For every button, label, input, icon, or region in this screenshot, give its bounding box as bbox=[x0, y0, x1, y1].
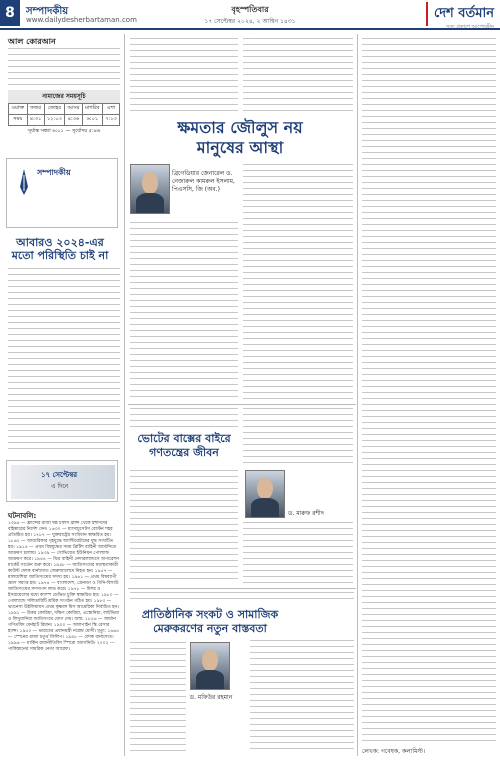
prayer-cell: ৪:৩৬ bbox=[65, 115, 82, 126]
prayer-header: মাগরিব bbox=[82, 104, 102, 115]
issue-date: ১৭ সেপ্টেম্বর ২০২৪, ২ আশ্বিন ১৪৩১ bbox=[204, 18, 296, 25]
article3-headline bbox=[130, 608, 290, 636]
article1-body-col2 bbox=[243, 164, 353, 400]
prayer-header: ফজর bbox=[27, 104, 44, 115]
editorial-banner bbox=[6, 158, 118, 228]
article3-body-col2 bbox=[250, 640, 354, 754]
article2-body-col2b bbox=[243, 522, 353, 584]
article1-headline-line: মানুষের আস্থা bbox=[196, 138, 284, 157]
prayer-header: ওয়াক্ত bbox=[9, 104, 28, 115]
on-this-day-title: ১৭ সেপ্টেম্বর bbox=[41, 471, 78, 479]
article3-headline-line: প্রাতিষ্ঠানিক সংকট ও সামাজিক bbox=[141, 608, 279, 621]
masthead-tagline: সত্য প্রকাশে আপোষহীন bbox=[446, 24, 494, 30]
article2-body-col1 bbox=[130, 470, 238, 582]
sun-times: সূর্যাস্ত সন্ধ্যা ৬:০১ — সূর্যোদয় ৫:৪৬ bbox=[27, 128, 101, 134]
prayer-table bbox=[8, 103, 120, 126]
masthead-logo: দেশ বর্তমান bbox=[426, 2, 500, 26]
prayer-header: জোহর bbox=[44, 104, 65, 115]
issue-day: বৃহস্পতিবার bbox=[231, 5, 269, 14]
article2-body-col2 bbox=[243, 408, 353, 466]
article1-body-top2 bbox=[243, 38, 353, 114]
section-divider bbox=[128, 588, 356, 589]
page-header bbox=[0, 0, 500, 30]
article3-headline-line: মেরুকরণের নতুন বাস্তবতা bbox=[153, 621, 267, 635]
prayer-cell: ৪:৩১ bbox=[27, 115, 44, 126]
article2-headline-line: ভোটের বাক্সের বাইরে bbox=[137, 432, 231, 445]
article1-author-caption: ব্রিগেডিয়ার জেনারেল ড. নেজারুল কামরুল ইসলাম, পিএসসি, জি (অব.) bbox=[172, 170, 235, 193]
article2-headline bbox=[130, 432, 238, 460]
author-photo bbox=[245, 470, 285, 518]
editorial-body bbox=[8, 268, 120, 454]
column-divider bbox=[124, 34, 125, 756]
article1-body-top bbox=[130, 38, 238, 114]
article1-body-col1 bbox=[130, 222, 238, 400]
editorial-headline-text: আবারও ২০২৪-এর মতো পরিস্থিতি চাই না bbox=[11, 236, 109, 263]
on-this-day-banner bbox=[6, 460, 118, 502]
page-number: 8 bbox=[0, 0, 20, 26]
article2-author-caption: ড. মারুফ রশীদ bbox=[288, 510, 324, 517]
author-photo bbox=[130, 164, 170, 214]
article2-headline-line: গণতন্ত্রের জীবন bbox=[149, 445, 219, 459]
prayer-cell: সময় bbox=[9, 115, 28, 126]
column-divider bbox=[357, 34, 358, 756]
article3-body-top bbox=[130, 592, 354, 604]
editorial-label: সম্পাদকীয় bbox=[37, 168, 71, 177]
footer-note: লেখক: গবেষক, কলামিস্ট। bbox=[362, 748, 426, 755]
quran-text bbox=[8, 48, 120, 86]
website-link[interactable]: www.dailydesherbartaman.com bbox=[26, 16, 137, 24]
prayer-cell: ৭:১৩ bbox=[103, 115, 120, 126]
right-column-body bbox=[362, 38, 496, 742]
author-photo bbox=[190, 642, 230, 690]
prayer-times bbox=[8, 90, 120, 136]
history-heading: ঘটনাবলি: bbox=[8, 512, 37, 520]
quran-heading: আল কোরআন bbox=[8, 37, 56, 46]
section-divider bbox=[128, 404, 356, 405]
editorial-headline bbox=[8, 236, 112, 262]
prayer-header: এশা bbox=[103, 104, 120, 115]
history-list: ১৩৯৪ — ফ্রান্সের রাজা ষষ্ঠ চার্লস ফ্রান্স থেকে ইহুদিদের বহিষ্কারের নির্দেশ দেন। ১৬৩০ — ম্যাসাচুসেটস বোস্টন শহর প্রতিষ্ঠিত হয়। ১৭৮৭ — যুক্তরাষ্ট্রের সংবিধান স্বাক্ষরিত হয়। ১৮৬২ — আমেরিকার গৃহযুদ্ধে অ্যান্টিয়েটামের যুদ্ধ সংঘটিত হয়। ১৯১৪ — প্রথম বিশ্বযুদ্ধের সময় ব্রিটিশ বাহিনী জার্মানিতে আক্রমণ চালায়। ১৯৩৯ — সোভিয়েত ইউনিয়ন পোল্যান্ড আক্রমণ করে। ১৯৪৪ — মিত্র বাহিনী নেদারল্যান্ডসে অপারেশন মার্কেট গার্ডেন শুরু করে। ১৯৪৮ — জাতিসংঘের মধ্যস্থতাকারী কাউন্ট ফোক বার্নাদোত জেরুজালেমে নিহত হন। ১৯৫৭ — মালয়েশিয়া জাতিসংঘের সদস্য হয়। ১৯৬১ — প্রথম বিশ্বব্যাপী ভ্রমণ সমাপ্ত হয়। ১৯৭৪ — বাংলাদেশ, গ্রেনাডা ও গিনি-বিসাউ জাতিসংঘের সদস্যপদ লাভ করে। ১৯৭৮ — মিশর ও ইসরায়েলের মধ্যে ক্যাম্প ডেভিড চুক্তি স্বাক্ষরিত হয়। ১৯৮০ — পোল্যান্ডে সলিডারিটি শ্রমিক সংগঠন গঠিত হয়। ১৯৮৩ — ভ্যানেসা উইলিয়ামস প্রথম কৃষ্ণাঙ্গ মিস আমেরিকা নির্বাচিত হন। ১৯৯১ — উত্তর কোরিয়া, দক্ষিণ কোরিয়া, এস্তোনিয়া, লাটভিয়া ও লিথুয়ানিয়া জাতিসংঘে যোগ দেয়। জন্ম: ১৮২৬ — জার্মান গণিতবিদ বের্নহার্ট রিমান। ১৯০০ — আলপাইন স্কি রেসার হ্যান্স। ১৯৫০ — ভারতের প্রধানমন্ত্রী নরেন্দ্র মোদী। মৃত্যু: ১৬৬৫ — স্পেনের রাজা চতুর্থ ফিলিপ। ১৯৪৮ — ফোক বার্নাদোত। ১৯৯৬ — মার্কিন রাজনীতিবিদ স্পিরো অ্যাগনিউ। ২০০২ — পাকিস্তানের সামরিক নেতা আরেফ। bbox=[8, 521, 120, 652]
article1-headline bbox=[130, 118, 350, 158]
prayer-cell: ৬:০১ bbox=[82, 115, 102, 126]
prayer-header: আসর bbox=[65, 104, 82, 115]
prayer-cell: ১২:০৩ bbox=[44, 115, 65, 126]
prayer-table-title: নামাজের সময়সূচি bbox=[8, 90, 120, 103]
article3-author-caption: ড. মফিউর রহমান bbox=[189, 694, 233, 701]
article2-body-top bbox=[130, 408, 238, 428]
pen-icon bbox=[15, 167, 33, 197]
section-title: সম্পাদকীয় bbox=[26, 6, 69, 17]
article3-body-col0 bbox=[130, 642, 186, 754]
article1-headline-line: ক্ষমতার জৌলুস নয় bbox=[177, 118, 303, 137]
on-this-day-subtitle: এ দিনে bbox=[51, 483, 69, 490]
